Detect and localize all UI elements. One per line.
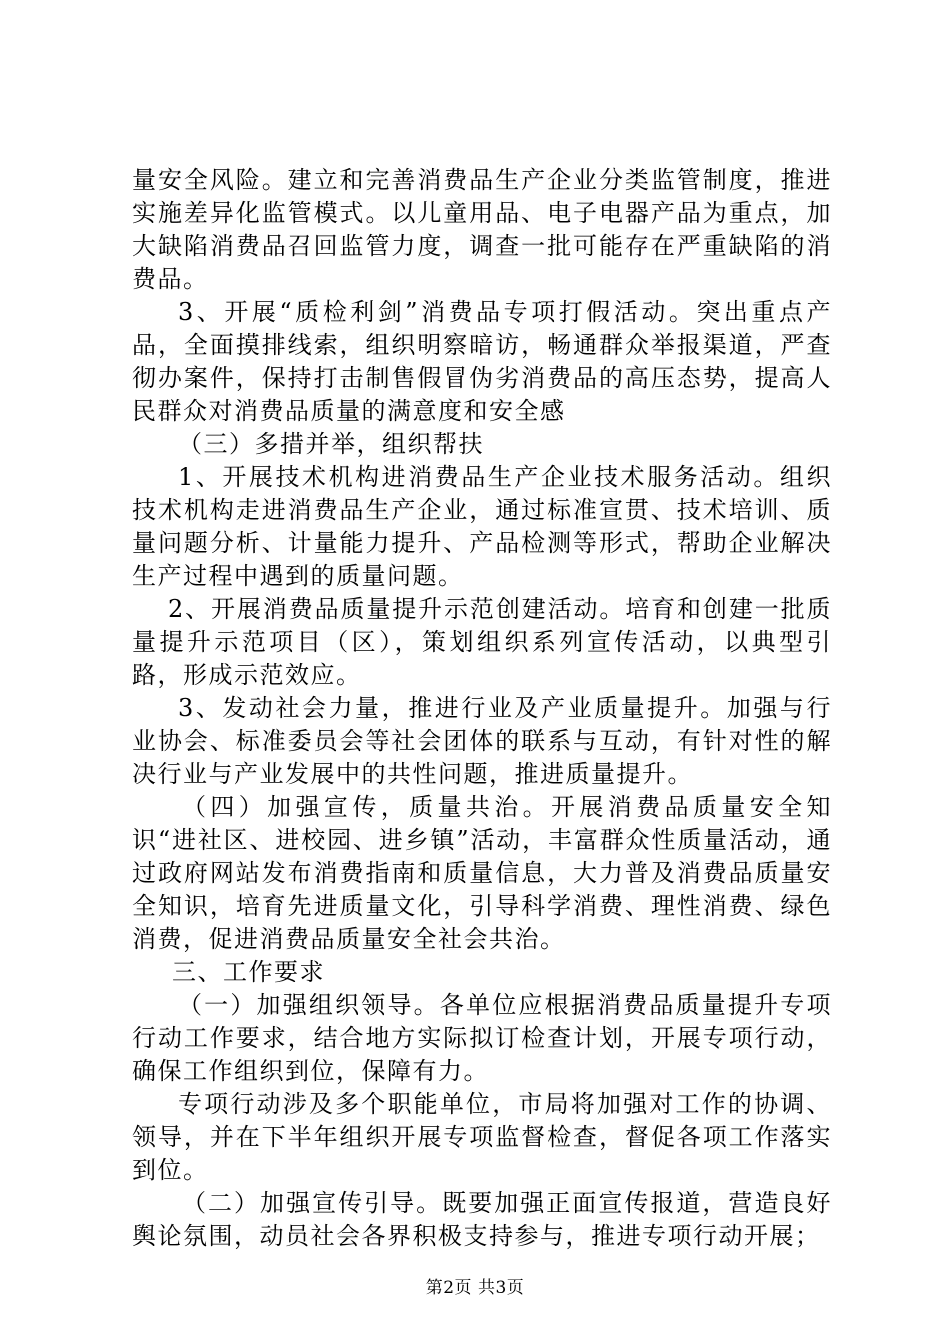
chapter-heading-3: 三、工作要求 [172,958,325,986]
paragraph-item-2-demonstration: 2、开展消费品质量提升示范创建活动。培育和创建一批质量提升示范项目（区），策划组织系列宣传活动，以典型引路，形成示范效应。 [132,595,832,689]
section-heading-4-paragraph: （四）加强宣传，质量共治。开展消费品质量安全知识“进社区、进校园、进乡镇”活动，丰富群众性质量活动，通过政府网站发布消费指南和质量信息，大力普及消费品质量安全知识，培育先进质量文化，引导科学消费、理性消费、绿色消费，促进消费品质量安全社会共治。 [132,793,832,953]
paragraph-continuation: 量安全风险。建立和完善消费品生产企业分类监管制度，推进实施差异化监管模式。以儿童用品、电子电器产品为重点，加大缺陷消费品召回监管力度，调查一批可能存在严重缺陷的消费品。 [132,166,832,293]
paragraph-requirement-1: （一）加强组织领导。各单位应根据消费品质量提升专项行动工作要求，结合地方实际拟订检查计划，开展专项行动，确保工作组织到位，保障有力。 [132,991,832,1085]
paragraph-special-action: 专项行动涉及多个职能单位，市局将加强对工作的协调、领导，并在下半年组织开展专项监督检查，督促各项工作落实到位。 [132,1090,832,1184]
section-heading-3: （三）多措并举，组织帮扶 [178,430,484,458]
page-footer: 第2页 共3页 [425,1278,525,1298]
paragraph-item-3-social-forces: 3、发动社会力量，推进行业及产业质量提升。加强与行业协会、标准委员会等社会团体的联系与互动，有针对性的解决行业与产业发展中的共性问题，推进质量提升。 [132,694,832,788]
paragraph-item-1-tech-service: 1、开展技术机构进消费品生产企业技术服务活动。组织技术机构走进消费品生产企业，通过标准宣贯、技术培训、质量问题分析、计量能力提升、产品检测等形式，帮助企业解决生产过程中遇到的质量问题。 [132,463,832,590]
paragraph-requirement-2: （二）加强宣传引导。既要加强正面宣传报道，营造良好舆论氛围，动员社会各界积极支持参与，推进专项行动开展； [132,1189,832,1250]
document-body [132,164,832,1253]
paragraph-item-3-anti-counterfeit: 3、开展“质检利剑”消费品专项打假活动。突出重点产品，全面摸排线索，组织明察暗访，畅通群众举报渠道，严查彻办案件，保持打击制售假冒伪劣消费品的高压态势，提高人民群众对消费品质量的满意度和安全感 [132,298,832,425]
